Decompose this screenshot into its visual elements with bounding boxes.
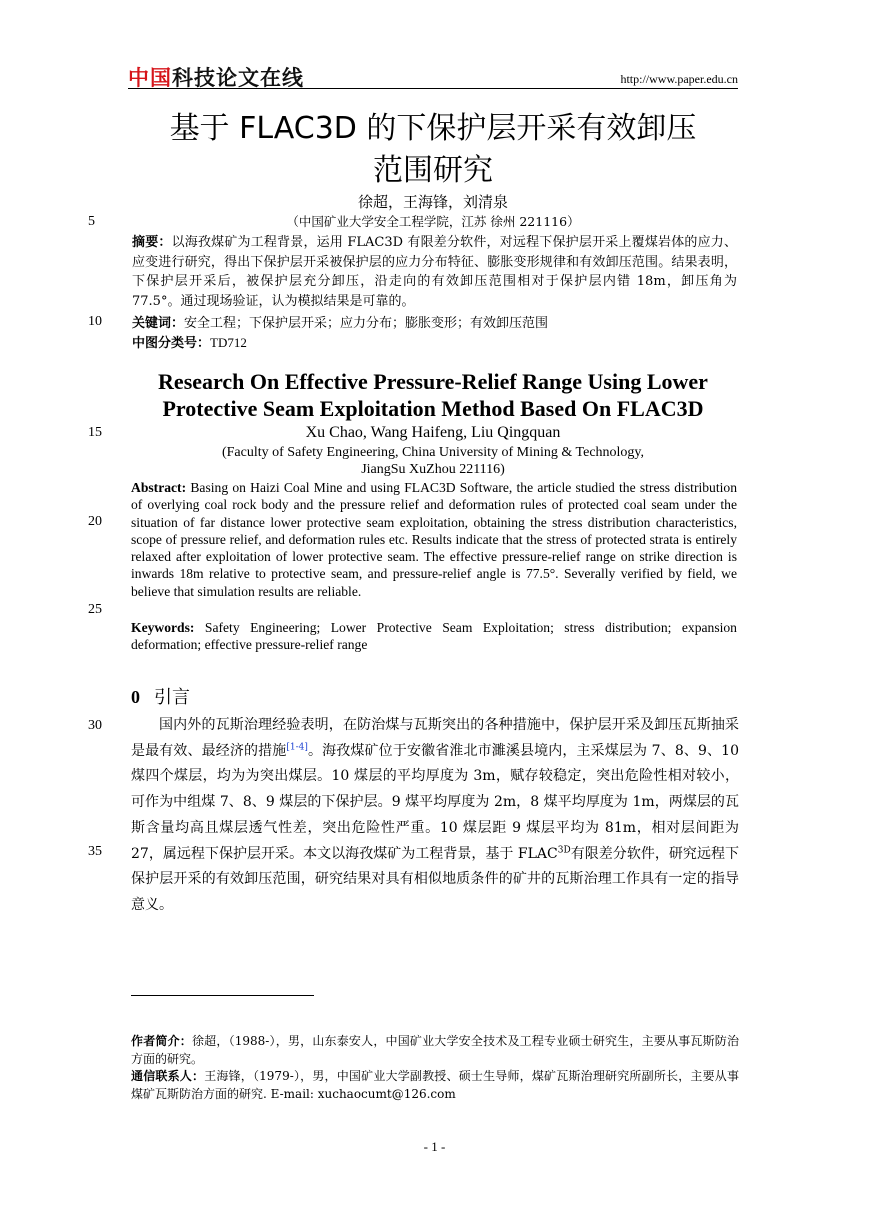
keywords-en-label: Keywords: <box>131 620 195 635</box>
line-number: 10 <box>88 314 102 329</box>
superscript-3d: 3D <box>557 844 571 855</box>
body-text-part1: 国内外的瓦斯治理经验表明，在防治煤与瓦斯突出的各种措施中，保护层开采及卸压瓦斯抽采是最有效、最经济的措施 <box>131 717 739 759</box>
body-text-part2: 。海孜煤矿位于安徽省淮北市濉溪县境内，主采煤层为 7、8、9、10 煤四个煤层，均为为突出煤层。10 煤层的平均厚度为 3m，赋存较稳定，突出危险性相对较小，可作为中组煤 7、8、9 煤层的下保护层。9 煤平均厚度为 2m，8 煤平均厚度为 1m，两煤层的瓦斯含量均高且煤层透气性差，突出危险性严重。10 煤层距 9 煤层平均为 81m，相对层间距为 27，属远程下保护层开采。本文以海孜煤矿为工程背景，基于 FLAC <box>131 742 739 862</box>
title-en-line2: Protective Seam Exploitation Method Based On FLAC3D <box>162 396 704 421</box>
classification-label: 中图分类号： <box>132 336 211 351</box>
line-number: 35 <box>88 844 102 859</box>
footnote-contact <box>131 1067 739 1103</box>
page-number: - 1 - <box>423 1139 446 1154</box>
affiliation-en <box>128 444 738 478</box>
header-url[interactable]: http://www.paper.edu.cn <box>620 72 738 86</box>
affiliation-cn: （中国矿业大学安全工程学院，江苏 徐州 221116） <box>286 214 580 229</box>
section-number: 0 <box>131 687 140 707</box>
line-number: 5 <box>88 214 95 229</box>
affiliation-en-line2: JiangSu XuZhou 221116) <box>361 462 505 477</box>
citation-link[interactable]: [1-4] <box>286 742 308 753</box>
section-title: 引言 <box>154 687 190 708</box>
authors-cn: 徐超，王海锋，刘清泉 <box>357 193 508 211</box>
classification <box>132 333 737 354</box>
footnote-contact-label: 通信联系人： <box>131 1069 205 1083</box>
section-heading <box>131 683 190 709</box>
header-divider <box>128 88 738 89</box>
abstract-en-text: Basing on Haizi Coal Mine and using FLAC3D Software, the article studied the stress distribution of overlying coal rock body and the pressure relief and deformation rules of protected coal seam under the situation of far distance lower protective seam exploitation, obtaining the stress distribution characteristics, scope of pressure relief, and deformation rules etc. Results indicate that the stress of protected strata is entirely relaxed after exploitation of lower protective seam. The effective pressure-relief range on strike direction is inwards 18m relative to protective seam, and pressure-relief angle is 77.5°. Severally verified by field, we believe that simulation results are reliable. <box>131 480 737 599</box>
line-number: 15 <box>88 425 102 440</box>
paper-title-cn <box>128 108 738 192</box>
intro-paragraph <box>131 713 739 919</box>
abstract-cn-label: 摘要： <box>132 235 172 250</box>
footnote-contact-text: 王海锋，（1979-），男，中国矿业大学副教授、硕士生导师，煤矿瓦斯治理研究所副所长，主要从事煤矿瓦斯防治方面的研究. E-mail: xuchaocumt@126.com <box>131 1069 739 1101</box>
logo-black-text: 科技论文在线 <box>172 66 304 90</box>
footnote-author-text: 徐超，（1988-），男，山东泰安人，中国矿业大学安全技术及工程专业硕士研究生，主要从事瓦斯防治方面的研究。 <box>131 1034 739 1066</box>
title-cn-line1: 基于 FLAC3D 的下保护层开采有效卸压 <box>169 111 697 146</box>
body-text-part3: 有限差分软件，研究远程下保护层开采的有效卸压范围，研究结果对具有相似地质条件的矿井的瓦斯治理工作具有一定的指导意义。 <box>131 845 739 913</box>
keywords-cn-text: 安全工程；下保护层开采；应力分布；膨胀变形；有效卸压范围 <box>184 316 549 331</box>
footnote-author-label: 作者简介： <box>131 1034 192 1048</box>
line-number: 20 <box>88 514 102 529</box>
paper-title-en <box>128 368 738 422</box>
line-number: 30 <box>88 718 102 733</box>
keywords-en <box>131 619 737 654</box>
authors-en: Xu Chao, Wang Haifeng, Liu Qingquan <box>305 424 561 441</box>
classification-code: TD712 <box>210 335 247 350</box>
footnote-author <box>131 1032 739 1068</box>
keywords-en-text: Safety Engineering; Lower Protective Seam Exploitation; stress distribution; expansion deformation; effective pressure-relief range <box>131 620 737 653</box>
line-number: 25 <box>88 602 102 617</box>
abstract-cn <box>132 233 737 311</box>
affiliation-en-line1: (Faculty of Safety Engineering, China University of Mining & Technology, <box>221 445 645 460</box>
footnote-divider <box>131 995 314 996</box>
abstract-en <box>131 479 737 600</box>
abstract-cn-text: 以海孜煤矿为工程背景，运用 FLAC3D 有限差分软件，对远程下保护层开采上覆煤岩体的应力、应变进行研究，得出下保护层开采被保护层的应力分布特征、膨胀变形规律和有效卸压范围。结果表明，下保护层开采后，被保护层充分卸压，沿走向的有效卸压范围相对于保护层内错 18m，卸压角为 77.5°。通过现场验证，认为模拟结果是可靠的。 <box>132 235 737 309</box>
logo-red-text: 中国 <box>128 66 172 90</box>
keywords-cn-label: 关键词： <box>132 316 185 331</box>
title-en-line1: Research On Effective Pressure-Relief Range Using Lower <box>158 369 708 394</box>
title-cn-line2: 范围研究 <box>373 153 493 188</box>
keywords-cn <box>132 314 737 334</box>
abstract-en-label: Abstract: <box>131 480 187 495</box>
